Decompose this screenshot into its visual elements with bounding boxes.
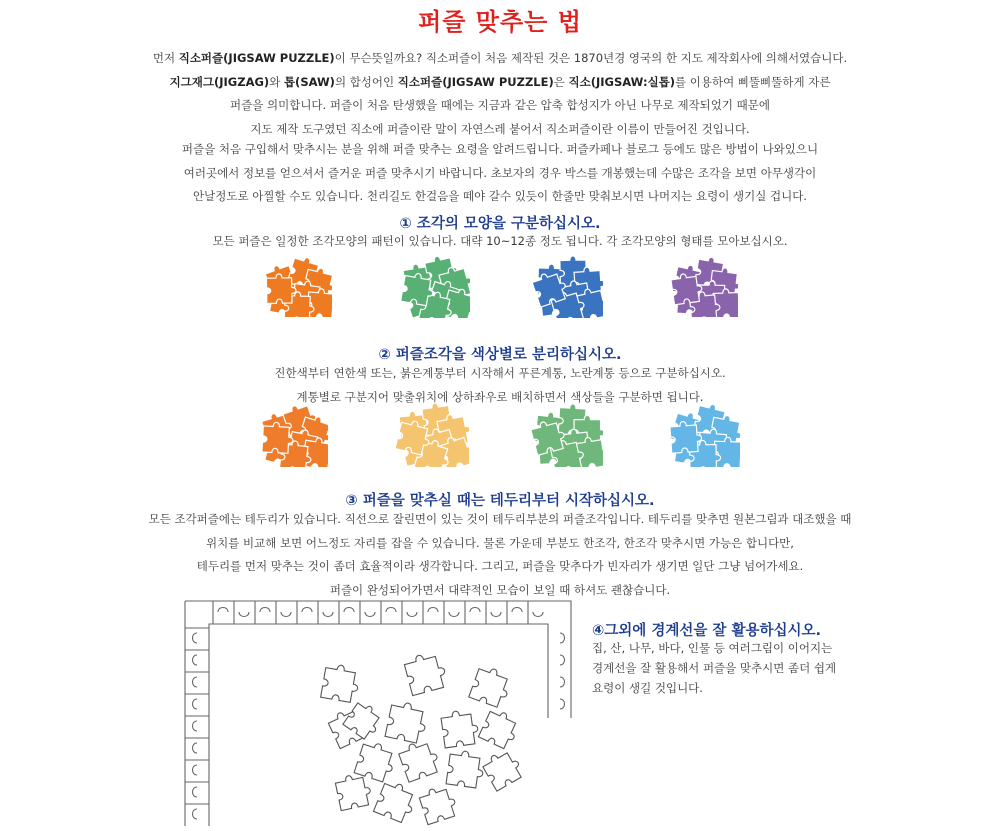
section-2-line-1: 진한색부터 연한색 또는, 붉은계통부터 시작해서 푸른계통, 노란계통 등으로 구분하십시오. [274, 366, 726, 380]
knob-mark [193, 765, 198, 775]
loose-piece [373, 779, 418, 824]
section-3-heading: ③ 퍼즐을 맞추실 때는 테두리부터 시작하십시오. [345, 493, 655, 509]
loose-piece [385, 700, 429, 744]
puzzle-piece [266, 274, 296, 304]
section-1-heading: ① 조각의 모양을 구분하십시오. [399, 216, 601, 232]
knob-mark [193, 677, 198, 687]
section-3-line-1: 모든 조각퍼즐에는 테두리가 있습니다. 직선으로 잘린면이 있는 것이 테두리부분의 퍼즐조각입니다. 테두리를 맞추면 원본그림과 대조했을 때 [148, 512, 852, 526]
knob-mark [260, 608, 270, 613]
knob-mark [407, 612, 417, 617]
knob-mark [344, 608, 354, 613]
intro-term: 직소퍼즐(JIGSAW PUZZLE) [397, 74, 554, 89]
loose-piece [418, 784, 459, 825]
intro-paragraph [0, 47, 1000, 141]
loose-piece [469, 664, 514, 709]
intro-text: 와 [269, 74, 284, 89]
puzzle-cluster [401, 256, 470, 318]
knob-mark [449, 612, 459, 617]
knob-mark [560, 677, 565, 687]
loose-piece [403, 650, 449, 696]
green-group-image [527, 404, 603, 467]
orange-group-image [256, 405, 328, 467]
orange-pieces-image [260, 257, 332, 317]
puzzle-cluster [260, 405, 328, 467]
knob-mark [428, 608, 438, 613]
knob-mark [365, 612, 375, 617]
section-4-text [592, 638, 836, 698]
section-4-line-1: 집, 산, 나무, 바다, 인물 등 여러그림이 이어지는 [592, 641, 833, 655]
loose-piece [397, 737, 442, 782]
section-3-line-2: 위치를 비교해 보면 어느정도 자리를 잡을 수 있습니다. 물론 가운데 부분도 한조각, 한조각 맞추시면 가능은 합니다만, [206, 535, 794, 550]
knob-mark [323, 612, 333, 617]
puzzle-cluster [264, 257, 332, 317]
purple-pieces-image [666, 257, 738, 317]
knob-mark [193, 633, 198, 643]
knob-mark [560, 655, 565, 665]
knob-mark [560, 699, 565, 709]
knob-mark [512, 608, 522, 613]
knob-mark [491, 612, 501, 617]
loose-piece [321, 663, 361, 703]
knob-mark [193, 809, 198, 819]
sky-blue-group-image [664, 404, 740, 467]
loose-piece [478, 707, 521, 750]
intro-text: 를 이용하여 삐뚤삐뚤하게 자른 [675, 74, 831, 89]
knob-mark [218, 608, 228, 613]
knob-mark [470, 608, 480, 613]
puzzle-cluster [670, 404, 740, 467]
section-4-line-3: 요령이 생길 것입니다. [592, 681, 703, 695]
edge-knobs [185, 601, 565, 819]
section-4-line-2: 경계선을 잘 활용해서 퍼즐을 맞추시면 좀더 쉽게 [592, 661, 837, 675]
intro-line-2 [0, 71, 1000, 95]
intro-term: 직소퍼즐(JIGSAW PUZZLE) [178, 51, 335, 65]
section-3-line-4: 퍼즐이 완성되어가면서 대략적인 모습이 보일 때 하셔도 괜찮습니다. [329, 582, 671, 597]
intro-term: 지그재그(JIGZAG) [169, 74, 270, 89]
intro-line-4: 지도 제작 도구였던 직소에 퍼즐이란 말이 자연스레 붙어서 직소퍼즐이란 이름이 만들어진 것입니다. [250, 121, 750, 136]
knob-mark [281, 612, 291, 617]
section-2-line-2: 계통별로 구분지어 맞출위치에 상하좌우로 배치하면서 색상들을 구분하면 됩니다. [296, 389, 704, 404]
guide-line-2: 여러곳에서 정보를 얻으셔서 즐거운 퍼즐 맞추시기 바랍니다. 초보자의 경우 박스를 개봉했는데 수많은 조각을 보면 아무생각이 [183, 165, 817, 180]
puzzle-cluster [530, 404, 603, 467]
loose-piece [446, 749, 485, 788]
yellow-group-image [391, 403, 469, 467]
section-2-text [0, 362, 1000, 409]
guide-line-3: 안날정도로 아찔할 수도 있습니다. 천리길도 한걸음을 떼야 갈수 있듯이 한줄만 맞춰보시면 나머지는 요령이 생기실 겁니다. [193, 189, 807, 203]
puzzle-cluster [531, 256, 603, 318]
section-1-text: 모든 퍼즐은 일정한 조각모양의 패턴이 있습니다. 대략 10~12종 정도 됩니다. 각 조각모양의 형태를 모아보십시오. [212, 234, 788, 248]
knob-mark [302, 608, 312, 613]
loose-piece [334, 772, 373, 811]
puzzle-cluster [670, 257, 738, 317]
intro-text: 이 무슨뜻일까요? 직소퍼즐이 처음 제작된 것은 1870년경 영국의 한 지도 제작회사에 의해서였습니다. [334, 51, 848, 65]
intro-line-3: 퍼즐을 의미합니다. 퍼즐이 처음 탄생했을 때에는 지금과 같은 압축 합성지가 아닌 나무로 제작되었기 때문에 [230, 98, 770, 112]
guide-paragraph [0, 138, 1000, 209]
puzzle-outline [185, 601, 571, 826]
knob-mark [560, 633, 565, 643]
puzzle-piece [714, 437, 740, 467]
section-3-line-3: 테두리를 먼저 맞추는 것이 좀더 효율적이라 생각합니다. 그리고, 퍼즐을 맞추다가 빈자리가 생기면 일단 그냥 넘어가세요. [196, 559, 804, 573]
knob-mark [193, 787, 198, 797]
page-title: 퍼즐 맞추는 법 [418, 8, 582, 36]
intro-text: 은 [553, 74, 569, 89]
knob-mark [533, 612, 543, 617]
blue-pieces-image [529, 256, 603, 318]
puzzle-cluster [395, 403, 469, 467]
section-4-heading: ④그외에 경계선을 잘 활용하십시오. [592, 623, 822, 639]
intro-term: 톱(SAW) [283, 74, 335, 89]
section-3-text [0, 508, 1000, 602]
green-pieces-image [396, 256, 470, 318]
knob-mark [193, 721, 198, 731]
guide-line-1: 퍼즐을 처음 구입해서 맞추시는 분을 위해 퍼즐 맞추는 요령을 알려드립니다. 퍼즐카페나 블로그 등에도 많은 방법이 나와있으니 [181, 142, 819, 156]
loose-pieces [321, 650, 526, 825]
intro-text: 먼저 [152, 51, 179, 65]
section-2-heading: ② 퍼즐조각을 색상별로 분리하십시오. [378, 347, 622, 363]
knob-mark [193, 743, 198, 753]
loose-piece [354, 739, 398, 783]
loose-piece [481, 747, 526, 792]
loose-piece [440, 708, 479, 747]
knob-mark [193, 699, 198, 709]
border-puzzle-illustration [183, 598, 578, 828]
intro-line-1 [0, 47, 1000, 71]
intro-text: 의 합성어인 [334, 74, 398, 89]
knob-mark [239, 612, 249, 617]
knob-mark [193, 655, 198, 665]
knob-mark [386, 608, 396, 613]
intro-term: 직소(JIGSAW:실톱) [568, 74, 676, 89]
